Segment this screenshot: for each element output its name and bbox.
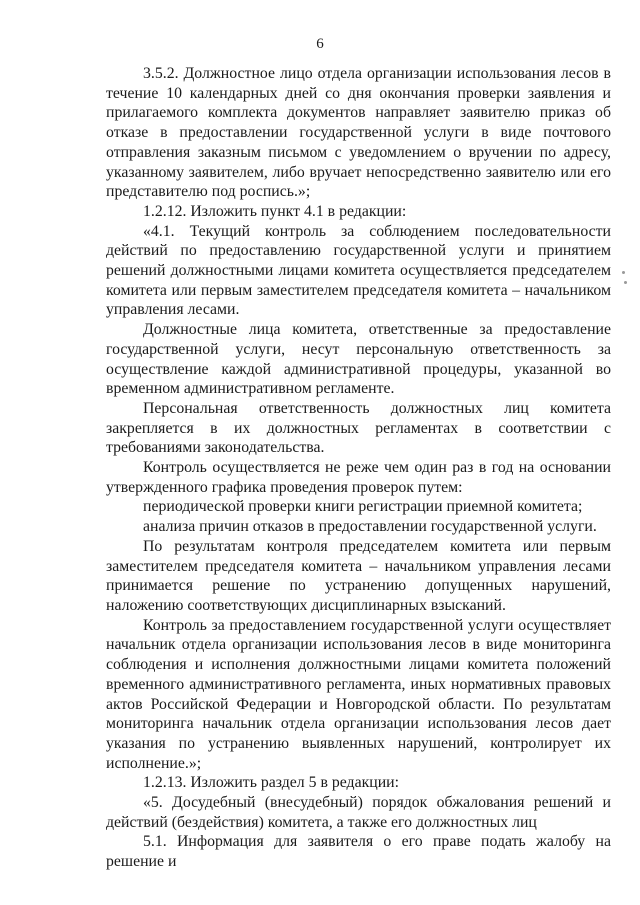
paragraph-3-5-2: 3.5.2. Должностное лицо отдела организации использования лесов в течение 10 календарных дней со дня окончания проверки заявления и прилагаемого комплекта документов направляет заявителю приказ об отказе в предоставлении государственной услуги в виде почтового отправления заказным письмом с уведомлением о вручении по адресу, указанному заявителем, либо вручает непосредственно заявителю или его представителю под роспись.»; [106, 65, 611, 201]
paragraph-4-1: «4.1. Текущий контроль за соблюдением последовательности действий по предоставлению государственной услуги и принятием решений должностными лицами комитета осуществляется председателем комитета или первым заместителем председателя комитета – начальником управления лесами. [106, 222, 611, 319]
scan-artifact [622, 271, 625, 274]
paragraph-control-results: По результатам контроля председателем комитета или первым заместителем председателя комитета – начальником управления лесами принимается решение по устранению допущенных нарушений, наложению соответствующих дисциплинарных взысканий. [106, 537, 611, 614]
paragraph-check-register: периодической проверки книги регистрации приемной комитета; [143, 498, 583, 516]
paragraph-1-2-13: 1.2.13. Изложить раздел 5 в редакции: [143, 774, 400, 792]
paragraph-section-5-heading: «5. Досудебный (внесудебный) порядок обжалования решений и действий (бездействия) комитета, а также его должностных лиц [106, 794, 611, 831]
paragraph-monitoring: Контроль за предоставлением государственной услуги осуществляет начальник отдела организации использования лесов в виде мониторинга соблюдения и исполнения должностными лицами комитета положений временного административного регламента, иных нормативных правовых актов Российской Федерации и Новгородской области. По результатам мониторинга начальник отдела организации использования лесов дает указания по устранению выявленных нарушений, контролирует их исполнение.»; [106, 616, 611, 772]
document-body [106, 64, 611, 872]
paragraph-1-2-12: 1.2.12. Изложить пункт 4.1 в редакции: [143, 202, 407, 220]
paragraph-responsibility: Должностные лица комитета, ответственные за предоставление государственной услуги, несут персональную ответственность за осуществление каждой административной процедуры, указанной во временном административном регламенте. [106, 321, 611, 398]
paragraph-control-frequency: Контроль осуществляется не реже чем один раз в год на основании утвержденного графика проведения проверок путем: [106, 459, 611, 496]
paragraph-5-1: 5.1. Информация для заявителя о его праве подать жалобу на решение и [106, 833, 611, 871]
page-number: 6 [316, 36, 324, 52]
paragraph-personal-responsibility: Персональная ответственность должностных лиц комитета закрепляется в их должностных регламентах в соответствии с требованиями законодательства. [106, 399, 611, 457]
paragraph-refusal-analysis: анализа причин отказов в предоставлении государственной услуги. [143, 518, 597, 536]
scan-artifact [624, 281, 627, 284]
